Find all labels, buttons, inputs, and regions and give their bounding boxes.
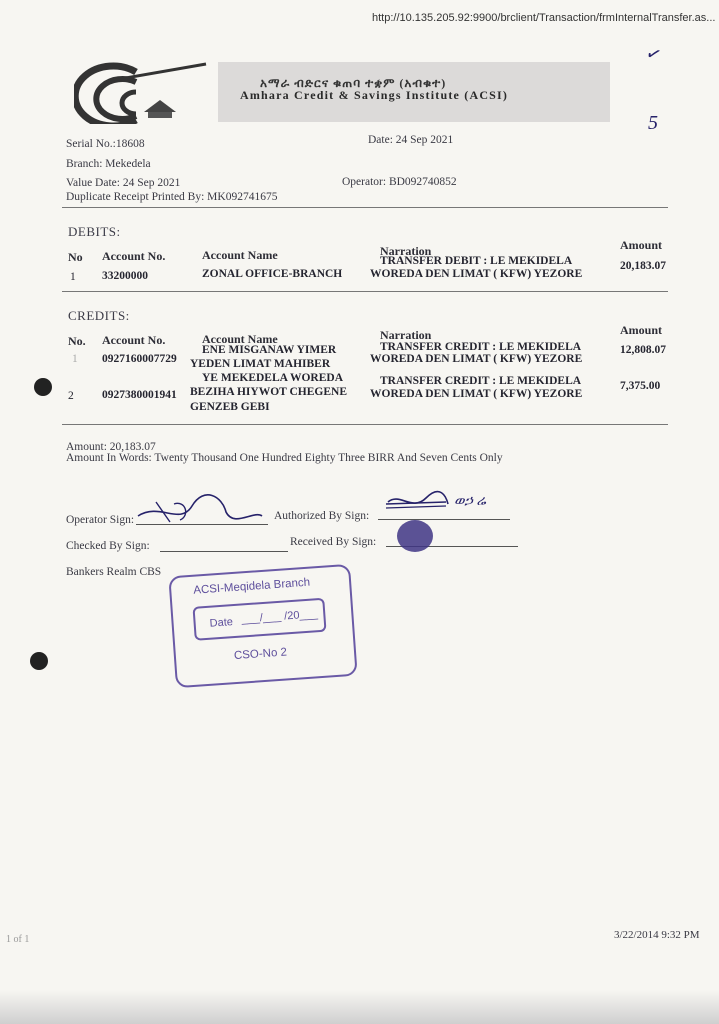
print-timestamp: 3/22/2014 9:32 PM	[614, 929, 700, 941]
credit-row-amount: 7,375.00	[620, 380, 661, 392]
amount-in-words: Amount In Words: Twenty Thousand One Hundred Eighty Three BIRR And Seven Cents Only	[66, 452, 503, 464]
punch-hole	[34, 378, 52, 396]
debits-header-account-no: Account No.	[102, 249, 166, 263]
credit-row-account-no: 0927380001941	[102, 389, 177, 401]
handwritten-five: 5	[648, 112, 658, 134]
debits-header-no: No	[68, 250, 83, 264]
authorized-signature-icon	[382, 488, 452, 518]
credit-row-narration-2: WOREDA DEN LIMAT ( KFW) YEZORE	[370, 388, 583, 400]
credits-header-narration: Narration	[380, 328, 432, 342]
divider	[62, 291, 668, 292]
punch-hole	[30, 652, 48, 670]
divider	[62, 424, 668, 425]
debit-row-narration-2: WOREDA DEN LIMAT ( KFW) YEZORE	[370, 268, 583, 280]
branch-name: Branch: Mekedela	[66, 158, 151, 170]
operator-signature-icon	[130, 492, 270, 528]
stamp-branch: ACSI-Meqidela Branch	[192, 576, 311, 597]
debit-row-amount: 20,183.07	[620, 260, 666, 272]
credit-row-account-name-1: YE MEKEDELA WOREDA	[202, 372, 344, 384]
stamp-date-label: Date	[209, 616, 234, 630]
handwritten-note: ወኃ ሬ	[454, 494, 486, 509]
check-mark: ✓	[643, 42, 665, 67]
debit-row-narration-1: TRANSFER DEBIT : LE MEKIDELA	[380, 255, 573, 267]
authorized-sign-line	[378, 519, 510, 520]
divider	[62, 207, 668, 208]
debit-row-account-no: 33200000	[102, 270, 148, 282]
value-date: Value Date: 24 Sep 2021	[66, 177, 181, 189]
credits-header-no: No.	[68, 334, 86, 348]
authorized-sign-label: Authorized By Sign:	[274, 510, 370, 522]
total-amount: Amount: 20,183.07	[66, 441, 156, 453]
credit-row-account-no: 0927160007729	[102, 353, 177, 365]
receipt-date: Date: 24 Sep 2021	[368, 134, 454, 146]
received-sign-label: Received By Sign:	[290, 536, 377, 548]
debit-row-account-name: ZONAL OFFICE-BRANCH	[202, 268, 343, 280]
operator-id: Operator: BD092740852	[342, 176, 457, 188]
debits-title: DEBITS:	[68, 224, 121, 239]
debits-header-narration: Narration	[380, 244, 432, 258]
operator-sign-label: Operator Sign:	[66, 514, 135, 526]
credits-title: CREDITS:	[68, 308, 130, 323]
credit-row-narration-2: WOREDA DEN LIMAT ( KFW) YEZORE	[370, 353, 583, 365]
credit-row-account-name-3: GENZEB GEBI	[190, 401, 270, 413]
credit-row-narration-1: TRANSFER CREDIT : LE MEKIDELA	[380, 375, 582, 387]
credits-header-amount: Amount	[620, 323, 663, 337]
branch-stamp	[168, 564, 357, 688]
credit-row-account-name-1: ENE MISGANAW YIMER	[202, 344, 337, 356]
stamp-date-value: ___/___ /20___	[241, 608, 319, 626]
stamp-date-box	[192, 598, 326, 641]
credits-header-account-no: Account No.	[102, 333, 166, 347]
org-name-amharic: አማራ ብድርና ቁጠባ ተቋም (አብቁተ)	[260, 76, 447, 90]
credit-row-no: 2	[68, 390, 74, 402]
org-name-english: Amhara Credit & Savings Institute (ACSI)	[240, 88, 509, 102]
debit-row-no: 1	[70, 271, 76, 283]
debits-header-amount: Amount	[620, 238, 663, 252]
checked-sign-line	[160, 551, 288, 552]
stamp-cso: CSO-No 2	[233, 646, 288, 663]
page-count: 1 of 1	[6, 934, 30, 945]
duplicate-printed-by: Duplicate Receipt Printed By: MK092741675	[66, 191, 278, 203]
credit-row-account-name-2: BEZIHA HIYWOT CHEGENE	[190, 386, 347, 398]
credit-row-narration-1: TRANSFER CREDIT : LE MEKIDELA	[380, 341, 582, 353]
credits-header-account-name: Account Name	[202, 332, 278, 346]
debits-header-account-name: Account Name	[202, 248, 278, 262]
credit-row-account-name-2: YEDEN LIMAT MAHIBER	[190, 358, 331, 370]
page-shadow	[0, 990, 719, 1024]
serial-number: Serial No.:18608	[66, 138, 145, 150]
system-name: Bankers Realm CBS	[66, 566, 162, 578]
acsi-logo-icon	[74, 60, 224, 124]
credit-row-no: 1	[72, 353, 78, 365]
fingerprint-icon	[397, 520, 433, 552]
page-url: http://10.135.205.92:9900/brclient/Transaction/frmInternalTransfer.as...	[372, 12, 716, 24]
checked-sign-label: Checked By Sign:	[66, 540, 150, 552]
credit-row-amount: 12,808.07	[620, 344, 666, 356]
